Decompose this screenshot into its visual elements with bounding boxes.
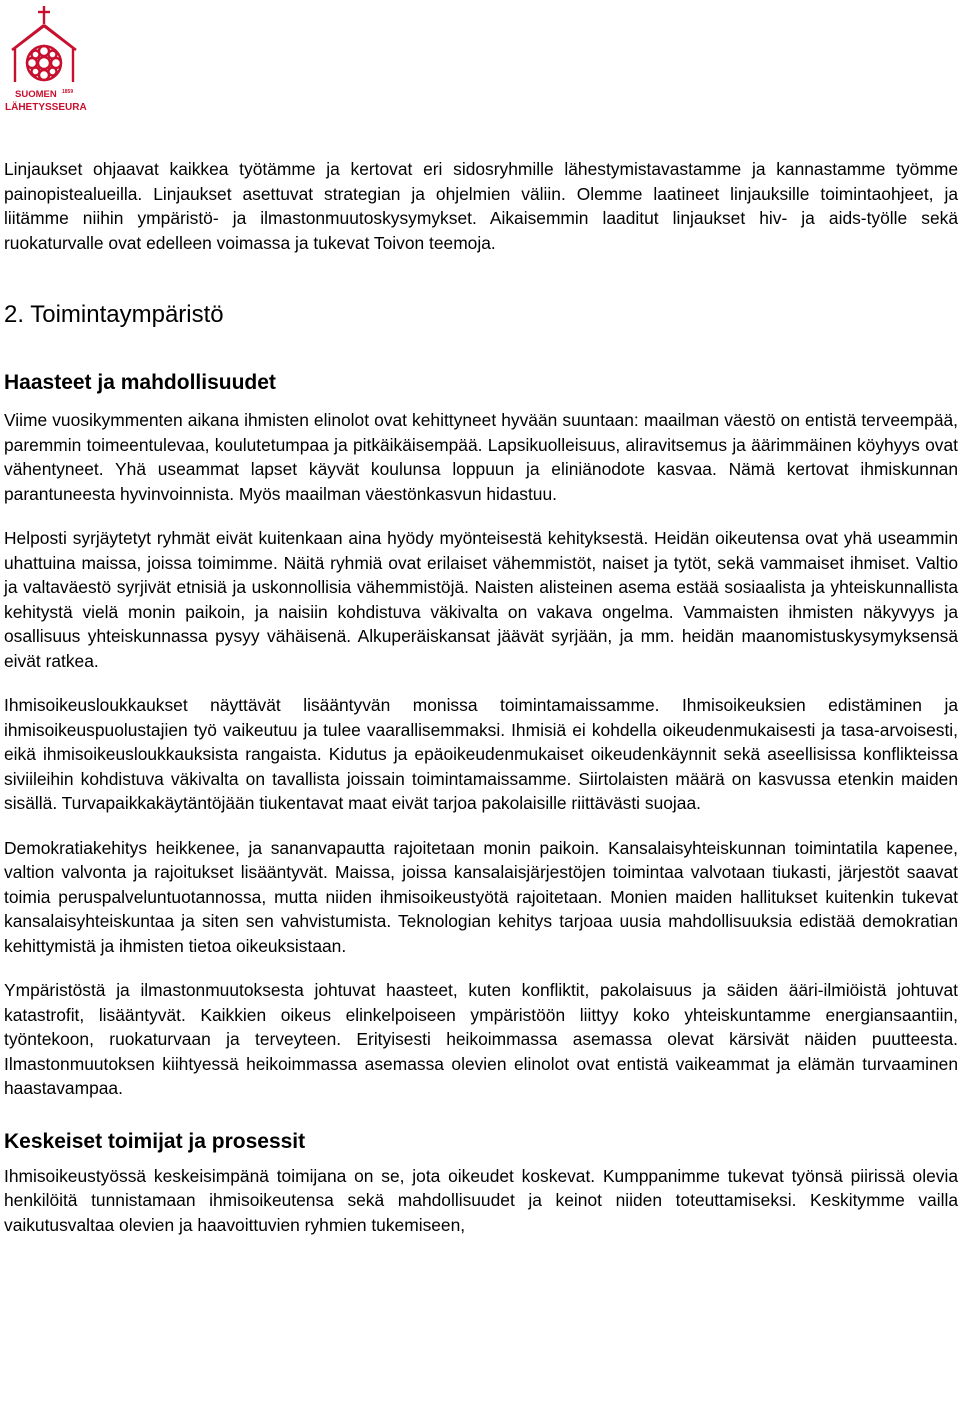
- paragraph: Ympäristöstä ja ilmastonmuutoksesta johtuvat haasteet, kuten konfliktit, pakolaisuus ja säiden ääri-ilmiöistä johtuvat katastrofit, lisääntyvät. Kaikkien oikeus elinkelpoiseen ympäristöön liittyy koko yhteiskuntamme energiansaantiin, työntekoon, ruokaturvaan ja terveyteen. Erityisesti heikoimmassa asemassa olevat kärsivät näiden puutteesta. Ilmastonmuutoksen kiihtyessä heikoimmassa asemassa olevien elinolot ovat entistä vaikeammat ja elämän turvaaminen haastavampaa.: [4, 980, 958, 1098]
- paragraph: Demokratiakehitys heikkenee, ja sananvapautta rajoitetaan monin paikoin. Kansalaisyhteiskunnan toimintatila kapenee, valtion valvonta ja rajoitukset lisääntyvät. Maissa, joissa kansalaisjärjestöjen toimintaa valvotaan tiukasti, järjestöt saavat toimia peruspalveluntuotannossa, mutta niiden ihmisoikeustyötä rajoitetaan. Monien maiden hallitukset kuitenkin tukevat kansalaisyhteiskuntaa ja siten sen vahvistumista. Teknologian kehitys tarjoaa uusia mahdollisuuksia edistää demokratian kehittymistä ja ihmisten tietoa oikeuksistaan.: [4, 837, 958, 956]
- logo-line-1: SUOMEN: [15, 89, 57, 100]
- church-emblem-icon: [12, 6, 76, 82]
- intro-paragraph: Linjaukset ohjaavat kaikkea työtämme ja kertovat eri sidosryhmille lähestymistavastamme ja kannastamme työmme painopistealueilla. Linjaukset asettuvat strategian ja ohjelmien väliin. Olemme laatineet linjauksille toimintaohjeet, ja liitämme niihin ympäristö- ja ilmastonmuutoskysymykset. Aikaisemmin laaditut linjaukset hiv- ja aids-työlle sekä ruokaturvalle ovat edelleen voimassa ja tukevat Toivon teemoja.: [4, 159, 958, 253]
- paragraph: Ihmisoikeusloukkaukset näyttävät lisääntyvän monissa toimintamaissamme. Ihmisoikeuksien edistäminen ja ihmisoikeuspuolustajien työ vaikeutuu ja tulee vaarallisemmaksi. Ihmisiä ei kohdella oikeudenmukaisesti ja tasa-arvoisesti, eikä ihmisoikeusloukkauksista rangaista. Kidutus ja epäoikeudenmukaiset oikeudenkäynnit sekä aseellisissa konflikteissa siviileihin kohdistuva väkivalta on tavallista joissain toimintamaissamme. Siirtolaisten määrä on kasvussa etenkin maiden sisällä. Turvapaikkakäytäntöjään tiukentavat maat eivät tarjoa pakolaisille riittävästi suojaa.: [4, 695, 958, 813]
- section-title: 2. Toimintaympäristö: [4, 301, 224, 328]
- organization-logo: [4, 4, 92, 114]
- document-body: [4, 157, 958, 1237]
- subsection-title-actors: Keskeiset toimijat ja prosessit: [4, 1129, 306, 1153]
- paragraph: Ihmisoikeustyössä keskeisimpänä toimijana on se, jota oikeudet koskevat. Kumppanimme tukevat työnsä piirissä olevia henkilöitä tunnistamaan ihmisoikeutensa sekä mahdollisuudet ja keinot niiden toteuttamiseksi. Keskitymme vailla vaikutusvaltaa olevien ja haavoittuvien ryhmien tukemiseen,: [4, 1165, 958, 1235]
- logo-line-2: LÄHETYSSEURA: [5, 102, 87, 113]
- paragraph: Helposti syrjäytetyt ryhmät eivät kuitenkaan aina hyödy myönteisestä kehityksestä. Heidän oikeutensa ovat yhä useammin uhattuina maissa, joissa toimimme. Näitä ryhmiä ovat erilaiset vähemmistöt, naiset ja tytöt, sekä vammaiset ihmiset. Valtio ja valtaväestö syrjivät etnisiä ja uskonnollisia vähemmistöjä. Naisten alisteinen asema estää sosiaalista ja yhteiskunnallista kehitystä vielä monin paikoin, ja naisiin kohdistuva väkivalta on vakava ongelma. Vammaisten ihmisten näkyvyys ja osallisuus yhteiskunnassa pysyy vähäisenä. Alkuperäiskansat jäävät syrjään, ja mm. heidän maanomistuskysymyksensä eivät ratkea.: [4, 528, 958, 671]
- paragraph: Viime vuosikymmenten aikana ihmisten elinolot ovat kehittyneet hyvään suuntaan: maailman väestö on entistä terveempää, paremmin toimeentulevaa, koulutetumpaa ja pitkäikäisempää. Lapsikuolleisuus, aliravitsemus ja äärimmäinen köyhyys ovat vähentyneet. Yhä useammat lapset käyvät koulunsa loppuun ja eliniänodote kasvaa. Nämä kertovat ihmiskunnan parantuneesta hyvinvoinnista. Myös maailman väestönkasvun hidastuu.: [4, 410, 958, 504]
- logo-year: 1859: [62, 89, 74, 95]
- subsection-title-challenges: Haasteet ja mahdollisuudet: [4, 371, 276, 394]
